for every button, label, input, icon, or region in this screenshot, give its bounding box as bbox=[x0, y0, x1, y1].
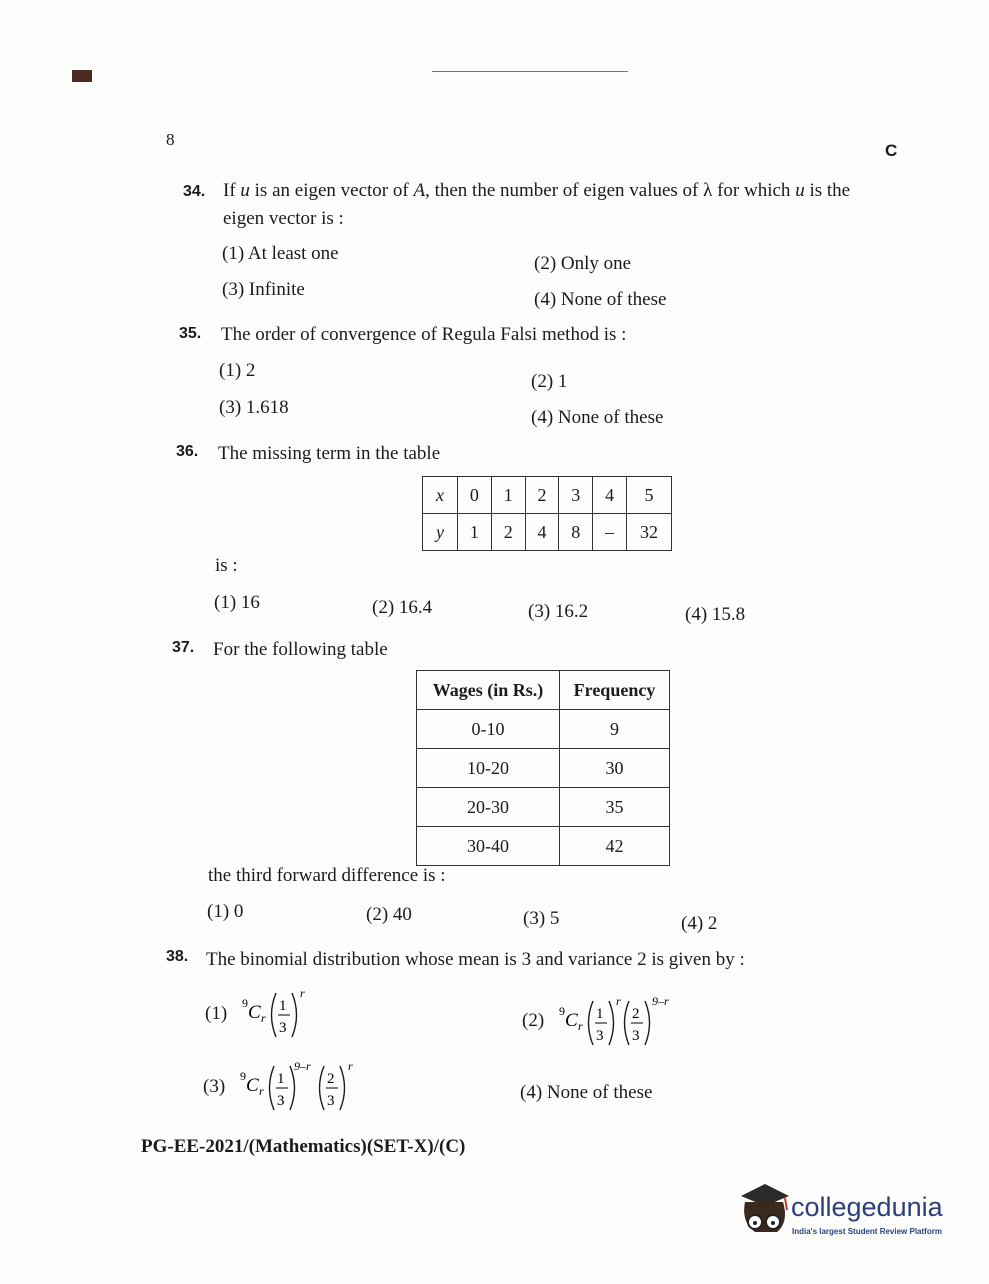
frac-den: 3 bbox=[596, 1028, 604, 1044]
option: (4) 2 bbox=[681, 913, 718, 934]
table-cell: 4 bbox=[593, 477, 627, 514]
question-number: 38. bbox=[166, 948, 189, 965]
formula-c: C bbox=[246, 1075, 259, 1096]
table-cell: 1 bbox=[458, 514, 492, 551]
formula-r-sub: r bbox=[259, 1084, 264, 1098]
table-row bbox=[417, 788, 670, 827]
right-paren bbox=[340, 1066, 345, 1110]
question-text-line2: eigen vector is : bbox=[223, 208, 344, 229]
collegedunia-logo bbox=[733, 1178, 963, 1244]
option: (1) At least one bbox=[222, 243, 339, 264]
left-paren bbox=[270, 1066, 275, 1110]
left-paren bbox=[625, 1001, 630, 1045]
page-number: 8 bbox=[166, 130, 175, 149]
option: (2) 40 bbox=[366, 904, 412, 925]
option: (1) 16 bbox=[214, 592, 260, 613]
footer-code: PG-EE-2021/(Mathematics)(SET-X)/(C) bbox=[141, 1136, 466, 1157]
table-cell: 35 bbox=[560, 788, 670, 827]
table-cell: x bbox=[423, 477, 458, 514]
table-cell: 3 bbox=[559, 477, 593, 514]
frac-den: 3 bbox=[327, 1093, 335, 1109]
formula-n: 9 bbox=[240, 1069, 246, 1083]
question-text: The binomial distribution whose mean is 3 and variance 2 is given by : bbox=[206, 949, 745, 970]
table-row bbox=[417, 827, 670, 866]
formula-n: 9 bbox=[559, 1004, 565, 1018]
option: (3) 1.618 bbox=[219, 397, 289, 418]
question-number: 35. bbox=[179, 325, 202, 342]
set-code: C bbox=[885, 141, 898, 160]
exponent: 9–r bbox=[294, 1059, 311, 1073]
table-cell: 42 bbox=[560, 827, 670, 866]
frac-num: 2 bbox=[327, 1071, 335, 1087]
formula-option-1 bbox=[238, 985, 328, 1045]
table-header: Frequency bbox=[560, 671, 670, 710]
option-label: (2) bbox=[522, 1010, 545, 1031]
table-row bbox=[417, 710, 670, 749]
right-paren bbox=[292, 993, 297, 1037]
right-paren bbox=[645, 1001, 650, 1045]
option: (3) 16.2 bbox=[528, 601, 589, 622]
mascot-icon bbox=[733, 1178, 793, 1242]
table-row bbox=[417, 749, 670, 788]
option: (4) 15.8 bbox=[685, 604, 746, 625]
formula-option-3 bbox=[236, 1058, 371, 1118]
frac-num: 2 bbox=[632, 1006, 640, 1022]
exponent: 9–r bbox=[652, 994, 669, 1008]
table-cell: 2 bbox=[525, 477, 559, 514]
frac-den: 3 bbox=[279, 1020, 287, 1036]
formula-c: C bbox=[565, 1010, 578, 1031]
table-cell: 20-30 bbox=[417, 788, 560, 827]
question-number: 34. bbox=[183, 183, 206, 200]
top-rule bbox=[432, 71, 628, 72]
question-text: The missing term in the table bbox=[218, 443, 441, 464]
table-cell: 30 bbox=[560, 749, 670, 788]
table-row bbox=[423, 514, 672, 551]
table-header: Wages (in Rs.) bbox=[417, 671, 560, 710]
option: (4) None of these bbox=[531, 407, 664, 428]
logo-name: collegedunia bbox=[791, 1192, 943, 1222]
option: (2) 16.4 bbox=[372, 597, 433, 618]
table-header-row bbox=[417, 671, 670, 710]
logo-tagline: India's largest Student Review Platform bbox=[792, 1227, 942, 1236]
formula-r-sub: r bbox=[578, 1019, 583, 1033]
question-text: The order of convergence of Regula Falsi method is : bbox=[221, 324, 627, 345]
table-cell: 8 bbox=[559, 514, 593, 551]
frac-num: 1 bbox=[277, 1071, 285, 1087]
table-row bbox=[423, 477, 672, 514]
right-paren bbox=[609, 1001, 614, 1045]
frac-den: 3 bbox=[277, 1093, 285, 1109]
frac-num: 1 bbox=[596, 1006, 604, 1022]
exponent: r bbox=[300, 986, 305, 1000]
table-cell: 32 bbox=[627, 514, 672, 551]
option: (2) Only one bbox=[534, 253, 632, 274]
option-label: (3) bbox=[203, 1076, 226, 1097]
formula-n: 9 bbox=[242, 996, 248, 1010]
question-number: 37. bbox=[172, 639, 195, 656]
table-cell: y bbox=[423, 514, 458, 551]
table-cell: 5 bbox=[627, 477, 672, 514]
table-cell: 9 bbox=[560, 710, 670, 749]
table-cell: 0 bbox=[458, 477, 492, 514]
formula-c: C bbox=[248, 1002, 261, 1023]
table-cell: 4 bbox=[525, 514, 559, 551]
question-number: 36. bbox=[176, 443, 199, 460]
table-cell: 30-40 bbox=[417, 827, 560, 866]
formula-option-2 bbox=[555, 993, 690, 1053]
exponent: r bbox=[616, 994, 621, 1008]
question-text-continued: is : bbox=[215, 555, 238, 576]
option: (2) 1 bbox=[531, 371, 568, 392]
left-paren bbox=[589, 1001, 594, 1045]
scan-mark bbox=[72, 70, 92, 82]
wages-table bbox=[416, 670, 670, 866]
option: (3) 5 bbox=[523, 908, 560, 929]
question-text-continued: the third forward difference is : bbox=[208, 865, 446, 886]
frac-num: 1 bbox=[279, 998, 287, 1014]
option: (1) 2 bbox=[219, 360, 256, 381]
table-cell: 2 bbox=[491, 514, 525, 551]
question-text: If u is an eigen vector of A, then the number of eigen values of λ for which u is the bbox=[223, 180, 851, 201]
table-cell: – bbox=[593, 514, 627, 551]
table-cell: 10-20 bbox=[417, 749, 560, 788]
left-paren bbox=[320, 1066, 325, 1110]
table-cell: 0-10 bbox=[417, 710, 560, 749]
frac-den: 3 bbox=[632, 1028, 640, 1044]
option: (4) None of these bbox=[520, 1082, 653, 1103]
xy-table bbox=[422, 476, 672, 551]
option: (4) None of these bbox=[534, 289, 667, 310]
option: (1) 0 bbox=[207, 901, 244, 922]
table-cell: 1 bbox=[491, 477, 525, 514]
formula-r-sub: r bbox=[261, 1011, 266, 1025]
option: (3) Infinite bbox=[222, 279, 305, 300]
left-paren bbox=[272, 993, 277, 1037]
exponent: r bbox=[348, 1059, 353, 1073]
option-label: (1) bbox=[205, 1003, 228, 1024]
question-text: For the following table bbox=[213, 639, 388, 660]
